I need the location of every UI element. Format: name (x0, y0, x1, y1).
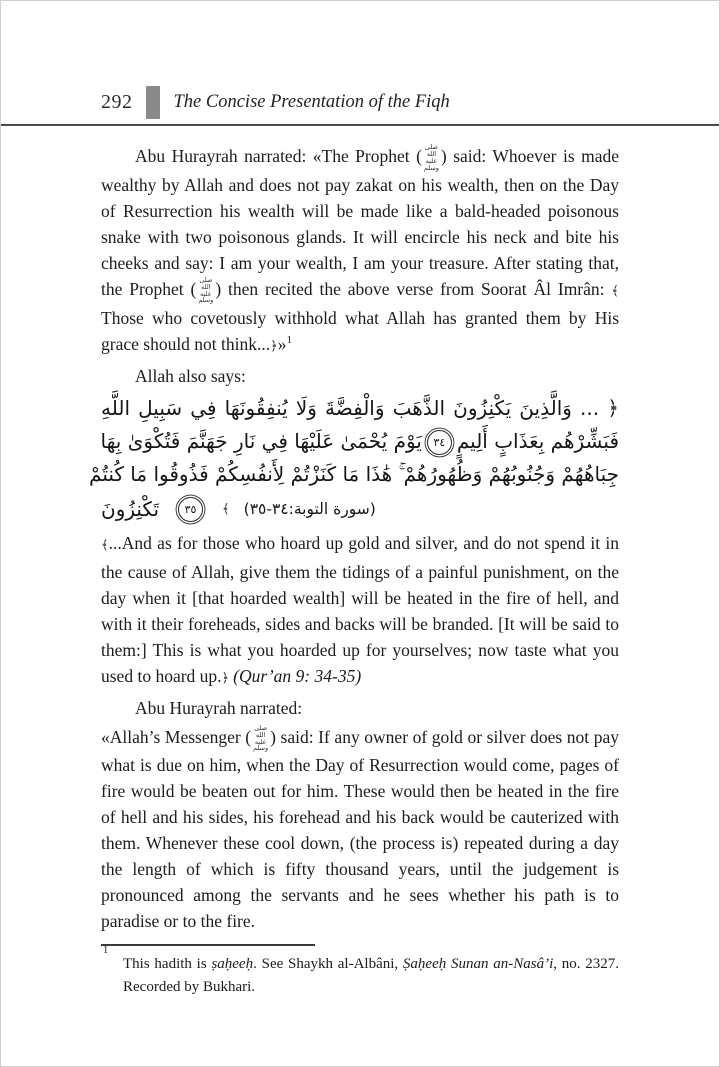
translation-paragraph (101, 530, 619, 692)
page-content (1, 126, 719, 999)
verse-number-medallion-35: ٣٥ (178, 497, 203, 522)
quran-close-ornament-icon: ﴾ (222, 501, 230, 517)
quran-open-ornament-icon: ﴾ (101, 537, 109, 553)
footnote-area (101, 944, 619, 999)
quran-open-ornament-icon: ﴾ (611, 283, 619, 299)
allah-says-line: Allah also says: (135, 365, 246, 386)
p1-close-quote: » (277, 333, 287, 354)
quran-arabic-line-2 (101, 425, 619, 458)
hadith-paragraph-2 (101, 724, 619, 935)
quran-close-ornament-icon: ﴿ (270, 338, 278, 354)
footnote-text-2: . See Shaykh al-Albâni, (253, 956, 403, 973)
quran-arabic-line-4-word: تَكْنِزُونَ (101, 496, 160, 521)
pbuh-calligraphy-icon: صلى الله عليه وسلم (253, 723, 269, 753)
p1-text-3: ) then recited the above verse from Soorat Âl Imrân: (215, 278, 612, 299)
hadith-paragraph-1 (101, 143, 619, 360)
p1-text-1: Abu Hurayrah narrated: «The Prophet ( (135, 146, 422, 166)
quran-arabic-line-1: ﴿ ... وَالَّذِينَ يَكْنِزُونَ الذَّهَبَ وَالْفِضَّةَ وَلَا يُنفِقُونَهَا فِي سَبِيلِ اللَّهِ (101, 395, 619, 420)
footnote-text-3: , no. 2327. Recorded by Bukhari. (123, 956, 620, 996)
p1-quote: Those who covetously withhold what Allah has granted them by His grace should not think... (101, 307, 619, 354)
quran-arabic-line-3: جِبَاهُهُمْ وَجُنُوبُهُمْ وَظُهُورُهُمْ ۚ هَٰذَا مَا كَنَزْتُمْ لِأَنفُسِكُمْ فَذُوقُوا مَا كُنتُمْ (89, 461, 619, 486)
quran-arabic-line-2b: يَوْمَ يُحْمَىٰ عَلَيْهَا فِي نَارِ جَهَنَّمَ فَتُكْوَىٰ بِهَا (100, 428, 422, 453)
p2-text-1: «Allah’s Messenger ( (101, 726, 252, 747)
quran-arabic-line-2a: فَبَشِّرْهُم بِعَذَابٍ أَلِيمٍ (456, 428, 619, 453)
quran-arabic-line-4 (101, 493, 619, 526)
p2-text-2: ) said: If any owner of gold or silver does not pay what is due on him, when the Day of Resurrection would come, pages of fire would be beaten out for him. These would then be heated in the fire of hell and his sides, his forehead and his back would be cauterized with them. Whenever these cool down, (the process is) repeated during a day the length of which is fifty thousand years, until the judgement is pronounced among the servants and he sees whether his path is to paradise or to the fire. (101, 726, 619, 932)
quran-arabic-block (89, 392, 619, 526)
pbuh-calligraphy-icon: صلى الله عليه وسلم (198, 275, 214, 305)
pbuh-calligraphy-icon: صلى الله عليه وسلم (423, 143, 439, 172)
surah-source-note: (سورة التوبة:٣٤-٣٥) (243, 499, 376, 518)
quran-close-ornament-icon: ﴿ (221, 670, 230, 686)
page-header (1, 85, 719, 119)
footnote-text-1: This hadith is (123, 956, 212, 973)
quran-citation: (Qur’an 9: 34-35) (233, 665, 362, 686)
translation-text: ...And as for those who hoard up gold and silver, and do not spend it in the cause of Allah, give them the tidings of a painful punishment, on the day when it [that hoarded wealth] will be heated in the fire of hell, and with it their foreheads, sides and backs will be branded. [It will be said to them:] This is what you hoarded up for yourselves; now taste what you used to hoard up. (101, 532, 619, 686)
footnote-divider (101, 944, 315, 946)
page-number: 292 (101, 90, 133, 113)
footnote-italic-1: ṣaḥeeḥ (211, 956, 254, 973)
footnote: 1 This hadith is ṣaḥeeḥ. See Shaykh al-Albâni, Ṣaḥeeḥ Sunan an-Nasâ’i, no. 2327. Recorded by Bukhari. (103, 945, 620, 996)
footnote-italic-2: Ṣaḥeeḥ Sunan an-Nasâ’i (402, 956, 554, 973)
verse-number-medallion-34: ٣٤ (427, 430, 452, 455)
book-title: The Concise Presentation of the Fiqh (173, 91, 450, 112)
header-bar-decoration (146, 86, 160, 119)
narration-intro-line: Abu Hurayrah narrated: (135, 697, 303, 718)
footnote-reference: 1 (286, 333, 293, 346)
p1-text-2: ) said: Whoever is made wealthy by Allah and does not pay zakat on his wealth, then on the Day of Resurrection his wealth will be made like a bald-headed poisonous snake with two poisonous glands. It will encircle his neck and bite his cheeks and say: I am your wealth, I am your treasure. After stating that, the Prophet ( (101, 146, 619, 299)
